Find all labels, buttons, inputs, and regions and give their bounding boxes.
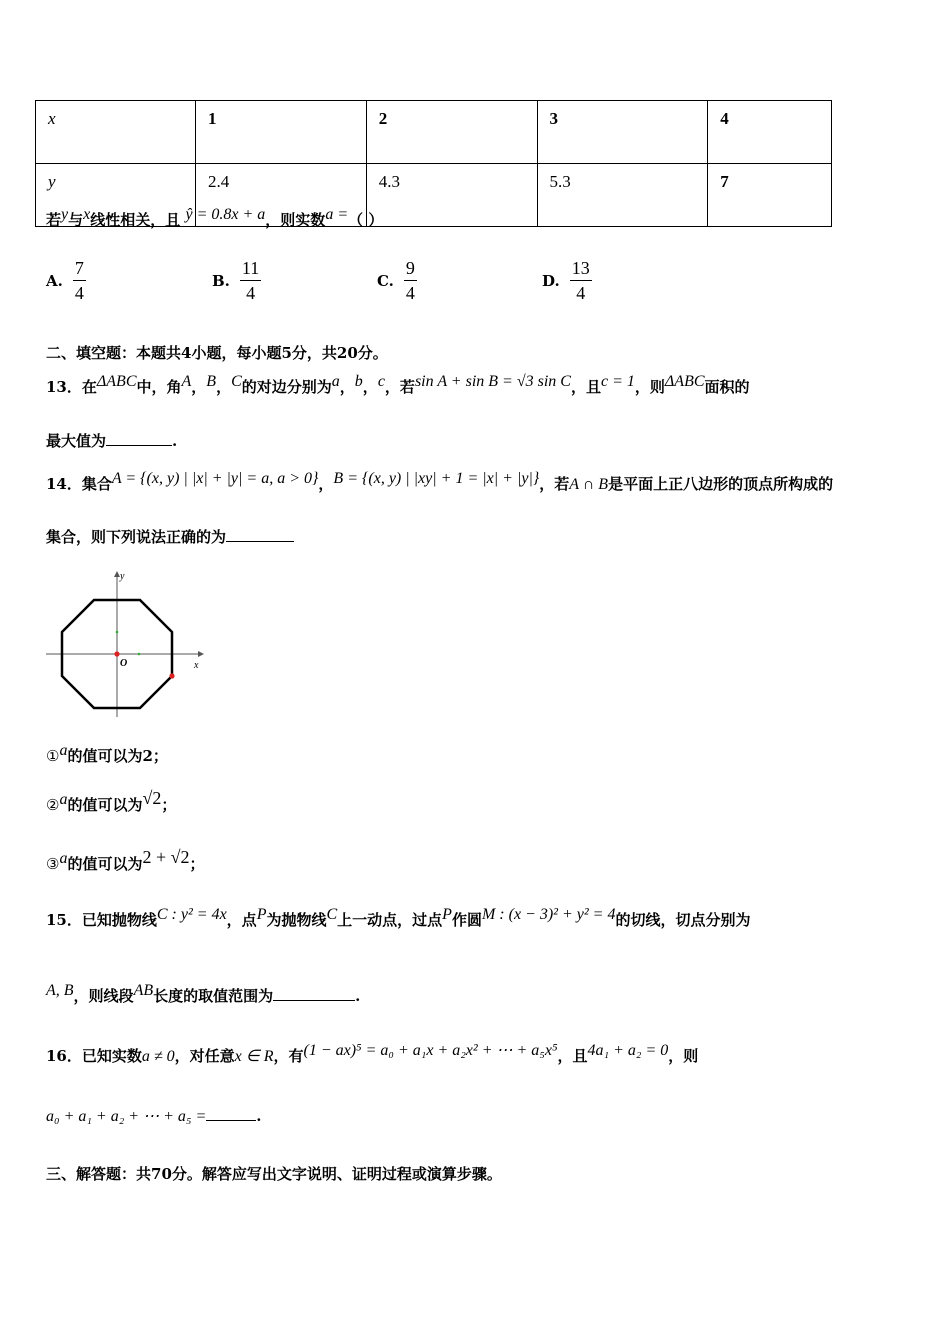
q14-text: 是平面上正八边形的顶点所构成的 [608, 475, 834, 493]
numerator: 7 [73, 258, 86, 281]
table-cell: 4.3 [366, 164, 537, 227]
statement-value: 2 + √2 [142, 847, 190, 867]
table-cell: 3 [537, 101, 708, 164]
circle-equation: M : (x − 3)² + y² = 4 [481, 906, 616, 923]
q15-text: ，点 [226, 911, 257, 929]
statement-text: 的值可以为 [67, 855, 143, 873]
coefficient-sum: a₀ + a₁ + a₂ + ⋯ + a₅ = [46, 1108, 207, 1125]
statement-1 [46, 742, 168, 766]
y-label: y [120, 571, 125, 582]
numerator: 13 [570, 258, 592, 281]
domain-x: x ∈ R [234, 1048, 274, 1065]
option-label: C. [377, 271, 394, 290]
q12-stem [46, 206, 383, 230]
q16-line1 [46, 1040, 698, 1066]
q15-line2 [46, 982, 360, 1006]
q16-text: ，则 [668, 1047, 699, 1065]
option-label: D. [542, 271, 560, 290]
triangle-abc: ΔABC [96, 373, 137, 390]
q13-text: ，若 [384, 378, 415, 396]
circled-number: ① [46, 747, 60, 765]
statement-end: ； [189, 855, 205, 873]
table-cell: 4 [708, 101, 832, 164]
q13-text: 的对边分别为 [241, 378, 332, 396]
set-b: B = {(x, y) | |xy| + 1 = |x| + |y|} [333, 470, 540, 487]
q15-text: 长度的取值范围为 [153, 987, 274, 1005]
axis-marker [116, 631, 119, 634]
q16-text: ，对任意 [174, 1047, 235, 1065]
q13-text: 最大值为 [46, 432, 107, 450]
q16-text: ，有 [273, 1047, 304, 1065]
answer-blank[interactable] [226, 541, 294, 542]
option-b[interactable] [212, 258, 261, 303]
q15-text: ，则线段 [73, 987, 134, 1005]
var-c: c [377, 373, 385, 390]
segment-ab: AB [133, 982, 154, 999]
var-C: C [326, 906, 338, 923]
axis-marker [138, 653, 141, 656]
statement-end: ； [152, 747, 168, 765]
q16-text: ，且 [557, 1047, 588, 1065]
denominator: 4 [74, 283, 84, 303]
var-a: a [59, 791, 68, 808]
q16-text: 16．已知实数 [46, 1047, 142, 1065]
fraction [73, 258, 86, 303]
var-x: x [83, 206, 91, 223]
var-a: a [59, 742, 68, 759]
q15-text: . [355, 987, 361, 1005]
origin-label: O [120, 658, 128, 669]
var-b: b [354, 373, 363, 390]
statement-text: 的值可以为 [67, 747, 143, 765]
var-a: a [331, 373, 340, 390]
row-head-x: x [36, 101, 196, 164]
q13-text: 13．在 [46, 378, 97, 396]
q14-text: 14．集合 [46, 475, 112, 493]
statement-value: √2 [142, 788, 162, 808]
table-cell: 7 [708, 164, 832, 227]
table-cell: 1 [196, 101, 367, 164]
q14-text: ，若 [539, 475, 570, 493]
var-A: A [181, 373, 192, 390]
answer-blank[interactable] [106, 445, 172, 446]
sine-equation: sin A + sin B = √3 sin C [414, 373, 571, 390]
x-label: x [194, 660, 199, 671]
table-cell: 2.4 [196, 164, 367, 227]
var-B: B [206, 373, 217, 390]
var-a: a [59, 850, 68, 867]
q12-text: （ ） [348, 211, 384, 229]
var-C: C [231, 373, 242, 390]
q13-text: 面积的 [704, 378, 750, 396]
circled-number: ③ [46, 855, 60, 873]
q15-text: 上一动点，过点 [337, 911, 443, 929]
var-y: y [61, 206, 69, 223]
fraction [570, 258, 592, 303]
answer-blank[interactable] [206, 1120, 256, 1121]
q12-text: ，则实数 [265, 211, 326, 229]
q16-text: . [256, 1107, 262, 1125]
statement-end: ； [161, 796, 177, 814]
q12-text: 若 [46, 211, 62, 229]
q13-text: ，且 [570, 378, 601, 396]
section-heading: 三、解答题：共70分。解答应写出文字说明、证明过程或演算步骤。 [46, 1165, 502, 1183]
q13-text: 中，角 [136, 378, 182, 396]
q12-text: 线性相关，且 [90, 211, 181, 229]
q15-text: 作圆 [451, 911, 482, 929]
numerator: 9 [404, 258, 417, 281]
coefficient-condition: 4a₁ + a₂ = 0 [587, 1042, 669, 1059]
option-a[interactable] [46, 258, 86, 303]
points-ab: A, B [46, 982, 74, 999]
q14-text: 集合，则下列说法正确的为 [46, 528, 227, 546]
denominator: 4 [246, 283, 256, 303]
parabola-equation: C : y² = 4x [156, 906, 227, 923]
vertex-point [169, 673, 174, 678]
q14-line2 [46, 526, 294, 547]
condition-a-nonzero: a ≠ 0 [141, 1048, 175, 1065]
q12-text: 与 [68, 211, 84, 229]
binomial-expansion: (1 − ax)⁵ = a₀ + a₁x + a₂x² + ⋯ + a₅x⁵ [303, 1042, 558, 1059]
table-cell: 2 [366, 101, 537, 164]
option-d[interactable] [542, 258, 592, 303]
statement-text: 的值可以为 [67, 796, 143, 814]
regression-equation: ŷ = 0.8x + a [185, 206, 266, 223]
answer-blank[interactable] [273, 1000, 355, 1001]
q15-line1 [46, 906, 750, 930]
option-c[interactable] [377, 258, 417, 303]
q15-text: 15．已知抛物线 [46, 911, 157, 929]
q13-line1: 13．在$^{\Delta ABC}$中，角$^A$，$^B$，$^C$的对边分别为$^a$，$^b$，$^c$，若$^{sin A + sin B = √3 sin C}$，且$^{c = 1}$，则$^{\Delta ABC}$面积的 [46, 373, 750, 396]
q15-text: 的切线，切点分别为 [615, 911, 751, 929]
octagon-figure [40, 565, 210, 723]
q16-line2 [46, 1106, 261, 1126]
q14-line1 [46, 470, 833, 494]
intersection: A ∩ B [569, 476, 609, 493]
triangle-abc: ΔABC [664, 373, 705, 390]
x-axis-arrow [198, 651, 204, 657]
numerator: 11 [240, 258, 261, 281]
set-a: A = {(x, y) | |x| + |y| = a, a > 0} [111, 470, 319, 487]
denominator: 4 [405, 283, 415, 303]
origin-point [114, 651, 119, 656]
denominator: 4 [576, 283, 586, 303]
section-heading: 二、填空题：本题共4小题，每小题5分，共20分。 [46, 344, 388, 362]
q14-text: ， [318, 475, 334, 493]
q13-text: ，则 [634, 378, 665, 396]
table-row [36, 101, 832, 164]
side-c-equation: c = 1 [600, 373, 635, 390]
statement-2 [46, 788, 176, 815]
fraction [404, 258, 417, 303]
q15-text: 为抛物线 [266, 911, 327, 929]
var-P: P [256, 906, 267, 923]
circled-number: ② [46, 796, 60, 814]
statement-3 [46, 847, 205, 874]
fraction [240, 258, 261, 303]
q13-line2 [46, 430, 177, 451]
var-P: P [442, 906, 452, 923]
table-cell: 5.3 [537, 164, 708, 227]
q13-text: . [172, 432, 178, 450]
option-label: B. [212, 271, 230, 290]
row-head-y: y [36, 164, 196, 227]
option-label: A. [46, 271, 63, 290]
statement-value: 2 [142, 747, 153, 765]
var-a: a = [325, 206, 349, 223]
